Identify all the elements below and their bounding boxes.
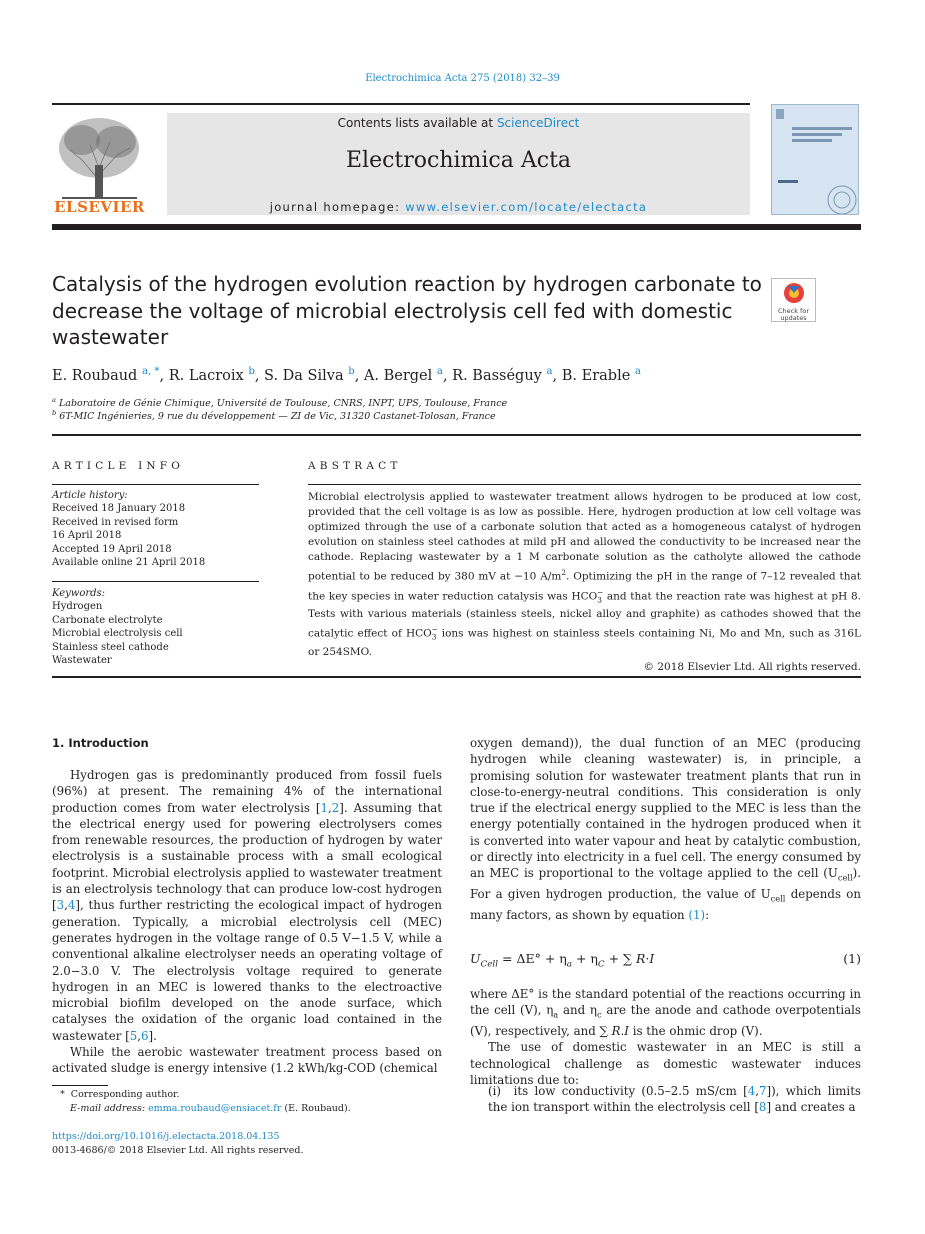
citation-link[interactable]: 7 bbox=[758, 1084, 767, 1098]
author-affil-sup[interactable]: a bbox=[436, 366, 443, 377]
header-thick-rule bbox=[52, 224, 861, 230]
keyword: Microbial electrolysis cell bbox=[52, 628, 183, 640]
keywords-label: Keywords: bbox=[52, 588, 106, 599]
elsevier-wordmark: ELSEVIER bbox=[54, 198, 145, 216]
history-item: Accepted 19 April 2018 bbox=[52, 543, 172, 555]
journal-cover-thumbnail[interactable] bbox=[771, 104, 859, 215]
footnote-email: E-mail address: emma.roubaud@ensiacet.fr (E. Roubaud). bbox=[70, 1103, 351, 1114]
history-item: Received 18 January 2018 bbox=[52, 503, 186, 515]
author-affil-sup[interactable]: b bbox=[348, 366, 355, 377]
article-history bbox=[52, 489, 205, 569]
issn-line: 0013-4686/© 2018 Elsevier Ltd. All rights reserved. bbox=[52, 1145, 304, 1156]
author[interactable]: S. Da Silva bbox=[264, 367, 344, 384]
author[interactable]: R. Lacroix bbox=[168, 367, 244, 384]
check-updates-text: Check for bbox=[778, 307, 809, 315]
keyword: Stainless steel cathode bbox=[52, 641, 169, 653]
keyword: Hydrogen bbox=[52, 601, 103, 613]
journal-citation[interactable]: Electrochimica Acta 275 (2018) 32–39 bbox=[365, 73, 560, 84]
section-rule bbox=[52, 434, 861, 436]
history-label: Article history: bbox=[52, 490, 128, 501]
cover-art bbox=[772, 105, 858, 214]
list-label: (i) bbox=[488, 1084, 501, 1098]
check-for-updates-badge[interactable] bbox=[771, 278, 816, 322]
abstract-copyright: © 2018 Elsevier Ltd. All rights reserved. bbox=[643, 660, 861, 673]
author-affil-sup[interactable]: a bbox=[634, 366, 641, 377]
paragraph: where ΔE° is the standard potential of the reactions occurring in the cell (V), $\eta_a$ and $\eta_c$ are the anode and cathode overpotentials (V), respectively, and ∑ R.I is the ohmic drop (V). bbox=[470, 987, 861, 1038]
contents-line: Contents lists available at ScienceDirect bbox=[337, 116, 580, 130]
author[interactable]: R. Basséguy bbox=[452, 367, 542, 384]
body-column-right bbox=[470, 735, 861, 923]
citation-link[interactable]: 6 bbox=[141, 1028, 149, 1043]
paragraph: Hydrogen gas is predominantly produced from fossil fuels (96%) at present. The remaining 4% of the international production comes from water electrolysis [1,2]. Assuming that the electrical energy used for powering electrolysers comes from renewable resources, the production of hydrogen by water electrolysis is a sustainable process with a small ecological footprint. Microbial electrolysis applied to wastewater treatment is an electrolysis technology that can produce low-cost hydrogen [3,4], thus further restricting the ecological impact of hydrogen generation. Typically, a microbial electrolysis cell (MEC) generates hydrogen in the voltage range of 0.5 V−1.5 V, while a conventional alkaline electrolyser needs an operating voltage of 2.0−3.0 V. The electrolysis voltage required to generate hydrogen in an MEC is lowered thanks to the electroactive microbial biofilm developed on the anode surface, which catalyses the oxidation of the organic load contained in the wastewater [5,6]. bbox=[52, 768, 442, 1043]
paragraph: While the aerobic wastewater treatment process based on activated sludge is energy intensive (1.2 kWh/kg-COD (chemical bbox=[52, 1045, 442, 1076]
abstract-text: Microbial electrolysis applied to wastewater treatment allows hydrogen to be produced at low cost, provided that the cell voltage is as low as possible. Here, hydrogen production at low cell voltage was optimized through the use of a carbonate solution that acted as a homogeneous catalyst of hydrogen evolution on stainless steel cathodes at mild pH and allowed the conductivity to be increased near the cathode. Replacing wastewater by a 1 M carbonate solution as the catholyte allowed the cathode potential to be reduced by 380 mV at −10 $A/m^2$. Optimizing the pH in the range of 7–12 revealed that the key species in water reduction catalysis was $HCO_3^-$ and that the reaction rate was highest at pH 8. Tests with various materials (stainless steels, nickel alloy and graphite) as cathodes showed that the catalytic effect of $HCO_3^-$ ions was highest on stainless steels containing Ni, Mo and Mn, such as 316L or 254SMO. © 2018 Elsevier Ltd. All rights reserved. bbox=[308, 491, 861, 673]
section-rule-2 bbox=[52, 676, 861, 678]
journal-name: Electrochimica Acta bbox=[345, 148, 572, 173]
citation-link[interactable]: 1 bbox=[320, 800, 329, 815]
affiliation-a: $^a$ Laboratoire de Génie Chimique, Université de Toulouse, CNRS, INPT, UPS, Toulouse, France bbox=[52, 396, 508, 410]
author[interactable]: A. Bergel bbox=[363, 367, 433, 384]
equation-1: $U_{Cell} = \Delta E^\circ + \eta_a + \eta_C$ + ∑ R·I (1) bbox=[470, 951, 861, 970]
sciencedirect-link[interactable]: ScienceDirect bbox=[496, 116, 580, 130]
paragraph: The use of domestic wastewater in an MEC is still a technological challenge as domestic wastewater induces limitations due to: bbox=[470, 1040, 861, 1087]
article-info-heading: ARTICLE INFO bbox=[52, 460, 185, 472]
article-title: Catalysis of the hydrogen evolution reaction by hydrogen carbonate to decrease the voltage of microbial electrolysis cell fed with domestic wastewater bbox=[52, 272, 762, 349]
doi-link[interactable]: https://doi.org/10.1016/j.electacta.2018.04.135 bbox=[52, 1131, 280, 1142]
citation-link[interactable]: 2 bbox=[331, 800, 340, 815]
author-list: E. Roubaud $^{a, *}$, R. Lacroix $^b$, S. Da Silva $^b$, A. Bergel $^a$, R. Basséguy $^a$, B. Erable $^a$ bbox=[52, 366, 641, 384]
citation-link[interactable]: 5 bbox=[129, 1028, 138, 1043]
email-link[interactable]: emma.roubaud@ensiacet.fr bbox=[148, 1103, 282, 1114]
article-info-rule bbox=[52, 484, 259, 485]
history-item: Received in revised form bbox=[52, 516, 179, 528]
equation-link[interactable]: (1) bbox=[688, 907, 706, 922]
citation-link[interactable]: 3 bbox=[56, 898, 65, 913]
author-affil-sup[interactable]: a bbox=[546, 366, 553, 377]
footnote-rule bbox=[52, 1085, 108, 1086]
affiliation-b: $^b$ 6T-MIC Ingénieries, 9 rue du développement — ZI de Vic, 31320 Castanet-Tolosan, France bbox=[52, 409, 496, 423]
list-item: (i) its low conductivity (0.5–2.5 mS/cm [4,7]), which limits the ion transport within the electrolysis cell [8] and creates a bbox=[488, 1084, 861, 1115]
abstract-rule bbox=[308, 484, 861, 485]
citation-link[interactable]: 4 bbox=[67, 898, 76, 913]
equation-number: (1) bbox=[843, 951, 861, 966]
citation-link[interactable]: 4 bbox=[747, 1084, 756, 1098]
article-info-rule-2 bbox=[52, 581, 259, 582]
body-column-left bbox=[52, 767, 442, 1077]
header-rule bbox=[52, 103, 750, 105]
check-updates-text-2: updates bbox=[780, 314, 807, 322]
keyword: Carbonate electrolyte bbox=[52, 614, 163, 626]
citation-link[interactable]: 8 bbox=[758, 1100, 767, 1115]
abstract-heading: ABSTRACT bbox=[308, 460, 402, 472]
author[interactable]: E. Roubaud bbox=[52, 367, 138, 384]
homepage-link[interactable]: www.elsevier.com/locate/electacta bbox=[405, 200, 648, 214]
author-affil-sup[interactable]: b bbox=[248, 366, 255, 377]
keyword: Wastewater bbox=[52, 655, 112, 667]
keywords bbox=[52, 587, 183, 667]
crossmark-icon bbox=[783, 282, 805, 304]
author[interactable]: B. Erable bbox=[561, 367, 631, 384]
history-item: Available online 21 April 2018 bbox=[52, 557, 206, 569]
section-heading: 1. Introduction bbox=[52, 736, 149, 750]
body-column-right-2 bbox=[470, 986, 861, 1088]
paragraph: oxygen demand)), the dual function of an MEC (producing hydrogen while cleaning wastewater) is, in principle, a promising solution for wastewater treatment plants that run in close-to-energy-neutral conditions. This consideration is only true if the electrical energy supplied to the MEC is less than the energy potentially contained in the hydrogen produced when it is converted into water vapour and heat by catalytic combustion, or directly into electricity in a fuel cell. The energy consumed by an MEC is proportional to the voltage applied to the cell $(U_{cell})$. For a given hydrogen production, the value of $U_{cell}$ depends on many factors, as shown by equation (1): bbox=[470, 736, 861, 922]
author-affil-sup[interactable]: a, * bbox=[141, 366, 160, 377]
history-item: 16 April 2018 bbox=[52, 530, 122, 542]
footnote-corresponding: * Corresponding author. bbox=[60, 1089, 180, 1100]
journal-homepage: journal homepage: www.elsevier.com/locate/electacta bbox=[269, 200, 648, 214]
